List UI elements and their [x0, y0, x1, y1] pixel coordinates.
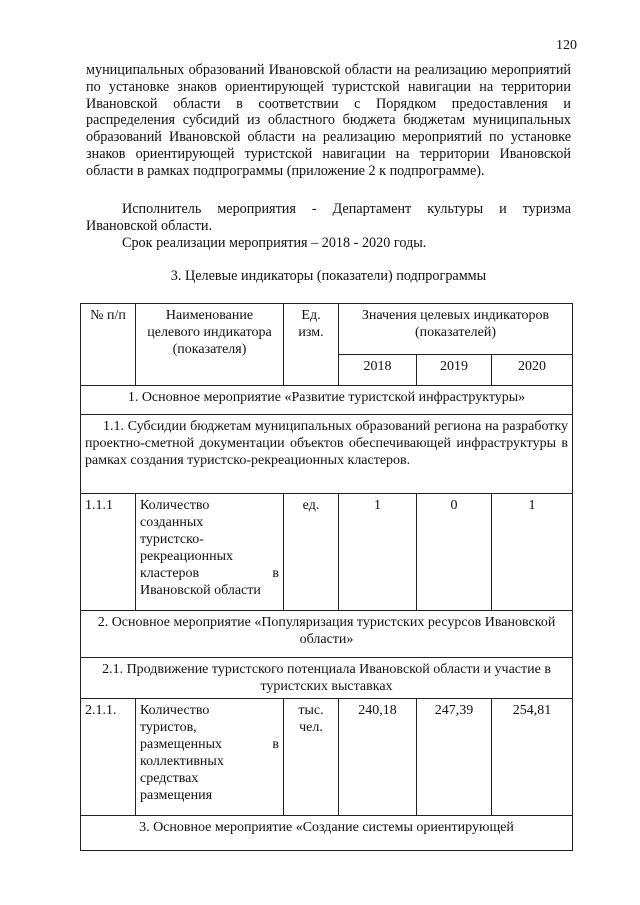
value-2018: 1 — [339, 494, 417, 611]
value-2019: 247,39 — [417, 699, 492, 816]
header-year-2018: 2018 — [339, 355, 417, 386]
body-paragraph-3: Срок реализации мероприятия – 2018 - 2020 годы. — [122, 235, 427, 251]
table-row — [81, 658, 573, 699]
table-header-row — [81, 304, 573, 355]
value-2018: 240,18 — [339, 699, 417, 816]
group-heading-3: 3. Основное мероприятие «Создание системы ориентирующей — [81, 816, 573, 851]
indicators-table — [80, 303, 573, 851]
row-num: 1.1.1 — [81, 494, 136, 611]
indicator-name-line: размещенных в — [140, 737, 279, 752]
table-row — [81, 816, 573, 851]
indicator-name — [136, 699, 284, 816]
value-2020: 1 — [492, 494, 573, 611]
body-paragraph-1: муниципальных образований Ивановской области на реализацию мероприятий по установке знаков ориентирующей туристской навигации на территории Ивановской области в соответствии с Порядком предоставления и распределения субсидий из областного бюджета бюджетам муниципальных образований Ивановской области на реализацию мероприятий по установке знаков ориентирующей туристской навигации на территории Ивановской области в рамках подпрограммы (приложение 2 к подпрограмме). — [86, 62, 571, 179]
indicator-name-line: туристов, — [140, 720, 197, 735]
indicator-name-line: кластеров в — [140, 566, 279, 581]
header-year-2019: 2019 — [417, 355, 492, 386]
value-2019: 0 — [417, 494, 492, 611]
indicator-name-line: коллективных — [140, 754, 224, 769]
group-heading-1: 1. Основное мероприятие «Развитие туристской инфраструктуры» — [81, 386, 573, 415]
section-title: 3. Целевые индикаторы (показатели) подпрограммы — [170, 268, 487, 284]
body-paragraph-2: Исполнитель мероприятия - Департамент культуры и туризма Ивановской области. — [86, 201, 571, 234]
header-name: Наименование целевого индикатора (показателя) — [136, 304, 284, 386]
subgroup-heading-1-1: 1.1. Субсидии бюджетам муниципальных образований региона на разработку проектно-сметной документации объектов обеспечивающей инфраструктуры в рамках создания туристско-рекреационных кластеров. — [81, 415, 573, 494]
indicator-name-line: созданных — [140, 515, 204, 530]
indicator-name-line: Количество — [140, 703, 210, 718]
indicator-name-line: Ивановской области — [140, 583, 261, 598]
header-num: № п/п — [81, 304, 136, 386]
table-row — [81, 611, 573, 658]
table-row — [81, 494, 573, 611]
unit-cell: тыс. чел. — [284, 699, 339, 816]
value-2020: 254,81 — [492, 699, 573, 816]
row-num: 2.1.1. — [81, 699, 136, 816]
header-unit: Ед. изм. — [284, 304, 339, 386]
group-heading-2: 2. Основное мероприятие «Популяризация туристских ресурсов Ивановской области» — [81, 611, 573, 658]
indicator-name-line: рекреационных — [140, 549, 233, 564]
indicator-name-line: средствах — [140, 771, 199, 786]
indicator-name-line: Количество — [140, 498, 210, 513]
table-row — [81, 386, 573, 415]
subgroup-heading-2-1: 2.1. Продвижение туристского потенциала Ивановской области и участие в туристских выставках — [81, 658, 573, 699]
indicator-name — [136, 494, 284, 611]
indicator-name-line: туристско- — [140, 532, 204, 547]
indicator-name-line: размещения — [140, 788, 213, 803]
header-year-2020: 2020 — [492, 355, 573, 386]
unit-cell: ед. — [284, 494, 339, 611]
table-row — [81, 415, 573, 494]
page-number: 120 — [556, 38, 577, 53]
table-row — [81, 699, 573, 816]
header-values: Значения целевых индикаторов (показателей) — [339, 304, 573, 355]
